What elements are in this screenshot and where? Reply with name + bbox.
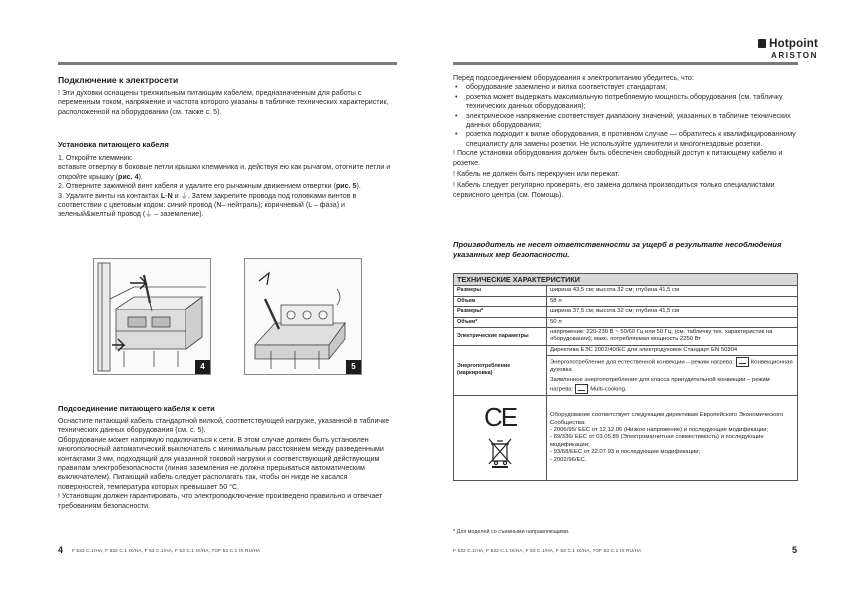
brand-sub: ARISTON bbox=[770, 51, 818, 60]
header-rule bbox=[453, 62, 798, 65]
table-row: Энергопотребление (маркировка) Директива ЕЭС 2002/40/ЕС для электродуховок Стандарт EN 50304 bbox=[454, 345, 798, 355]
table-row: Размеры* ширина 37,5 см; высота 32 см; глубина 41,5 см bbox=[454, 307, 798, 317]
figure-5-cable-clamp bbox=[244, 258, 362, 375]
list-item: • электрическое напряжение соответствует диапазону значений, указанных в табличке технических данных оборудования; bbox=[453, 112, 799, 131]
fig-ref-5: рис. 5 bbox=[335, 182, 357, 191]
energy-cell: Энергопотребление для естественной конвекции – режим нагрева: Конвекционная духовка Заявленное энергопотребление для класса принудительной конвекции – режим нагрева: Multi-cooking. bbox=[547, 356, 798, 396]
list-item: • розетка может выдержать максимальную потребляемую мощность оборудования (см. табличку технических данных оборудования); bbox=[453, 93, 799, 112]
hotpoint-mark-icon bbox=[758, 39, 766, 48]
section-title-connection: Подключение к электросети bbox=[58, 75, 179, 85]
ground-icon: ⏚ bbox=[145, 210, 153, 219]
step-2: 2. Отверните зажимной винт кабеля и удалите его рычажным движением отвертки (рис. 5). bbox=[58, 182, 361, 191]
note-twist: ! Кабель не должен быть перекручен или пережат. bbox=[453, 170, 620, 179]
table-row: Электрические параметры напряжение: 220-230 В ~ 50/60 Гц или 50 Гц; (см. табличку тех. характеристик на оборудовании); макс. потребляемая мощность 2250 Вт bbox=[454, 328, 798, 346]
footer-models-left: F 532 C.1/HA, F 532 C.1 IX/HA, F 53 C.1/HA, F 53 C.1 IX/HA, 7OF 53 C.1 IX RU/HA bbox=[72, 548, 261, 553]
ground-icon: ⏚ bbox=[180, 191, 188, 200]
compliance-text: Оборудование соответствует следующим директивам Европейского Экономического Сообщества: - 2006/95/ EEC от 12.12.06 (Низкое напряжение) и последующие модификации; - 89/336/ EEC от 03.05.89 (Электромагнитная совместимость) и последующие модификации; - 93/68/EEC от 22.07.93 и последующие модификации; - 2002/96/EC. bbox=[547, 396, 798, 481]
figure-number-5: 5 bbox=[346, 360, 361, 374]
header-rule bbox=[58, 62, 397, 65]
check-list bbox=[453, 74, 799, 200]
intro-paragraph: ! Эти духовки оснащены трехжильным питающим кабелем, предназначенным для работы с переменным током, напряжение и частота которого указаны в табличке технических характеристик, расположенной на оборудовании (см. также с. 5). bbox=[58, 89, 389, 116]
check-bullets bbox=[453, 83, 799, 149]
table-row: Размеры ширина 43,5 см; высота 32 см; глубина 41,5 см bbox=[454, 286, 798, 296]
connect-paragraph: Оснастите питающий кабель стандартной вилкой, соответствующей нагрузке, указанной в табличке технических данных оборудования (см. с. 5). Оборудование может напрямую подключаться к сети. В этом случае должен быть установлен многополюсный автоматический выключатель с минимальным расстоянием между разведенными контактами 3 мм, подходящий для указанной токовой нагрузки и соответствующий действующим правилам электробезопасности (линия заземления не должна прерываться автоматическим выключателем). Питающий кабель следует располагать так, чтобы он нигде не касался поверхностей, температура которых превышает 50 °С. ! Установщик должен гарантировать, что электроподключение произведено правильно и отвечает требованиям безопасности. bbox=[58, 417, 390, 510]
footnote: * Для моделей со съемными направляющими. bbox=[453, 529, 570, 535]
marks-cell bbox=[454, 396, 547, 481]
step-3: 3. Удалите винты на контактах L-N и ⏚. Затем закрепите провода под головками винтов в соответствии с цветовым кодом: синий провод (N– нейтраль); коричневый (L – фаза) и зеленый&желтый провод (⏚ – заземление). bbox=[58, 191, 357, 219]
note-inspect: ! Кабель следует регулярно проверять, его замена должна производиться только специалистами сервисного центра (см. Помощь). bbox=[453, 181, 775, 199]
terminal-cover-illustration bbox=[94, 259, 211, 375]
table-row bbox=[454, 396, 798, 481]
page-number-right: 5 bbox=[792, 545, 798, 555]
cable-install-title: Установка питающего кабеля bbox=[58, 140, 169, 149]
install-steps bbox=[58, 154, 396, 220]
convection-oven-icon bbox=[736, 357, 749, 367]
multi-cooking-icon bbox=[575, 384, 588, 394]
note-access: ! После установки оборудования должен быть обеспечен свободный доступ к питающему кабелю и розетке. bbox=[453, 149, 783, 167]
weee-bin-icon bbox=[487, 436, 513, 468]
footer-models-right: F 532 C.1/HA, F 532 C.1 IX/HA, F 53 C.1/HA, F 53 C.1 IX/HA, 7OF 53 C.1 IX RU/HA bbox=[453, 548, 642, 553]
page-number-left: 4 bbox=[58, 545, 64, 555]
tech-specs-table bbox=[453, 273, 798, 481]
right-page bbox=[421, 0, 842, 595]
liability-warning: Производитель не несет ответственности за ущерб в результате несоблюдения указанных мер безопасности. bbox=[453, 240, 782, 259]
check-intro: Перед подсоединением оборудования к электропитанию убедитесь, что: bbox=[453, 74, 694, 82]
fig-ref-4: рис. 4 bbox=[117, 172, 139, 181]
figure-number-4: 4 bbox=[195, 360, 210, 374]
step-1-open: 1. Откройте клеммник: bbox=[58, 154, 133, 162]
brand-name: Hotpoint bbox=[769, 38, 818, 50]
list-item: • розетка подходит к вилке оборудования, в противном случае — обратитесь к квалифицированному специалисту для замены розетки. Не используйте удлинители и многогнездовые розетки. bbox=[453, 130, 799, 149]
list-item: • оборудование заземлено и вилка соответствует стандартам; bbox=[453, 83, 799, 92]
brand-logo bbox=[758, 38, 818, 60]
ce-mark-icon: CE bbox=[483, 402, 517, 433]
table-row: Объем 58 л bbox=[454, 296, 798, 306]
figure-4-terminal-cover bbox=[93, 258, 211, 375]
table-row: Объем* 50 л bbox=[454, 317, 798, 327]
connect-cable-title: Подсоединение питающего кабеля к сети bbox=[58, 404, 215, 413]
cable-clamp-illustration bbox=[245, 259, 362, 375]
table-title: ТЕХНИЧЕСКИЕ ХАРАКТЕРИСТИКИ bbox=[454, 274, 798, 286]
step-1-detail: вставьте отвертку в боковые петли крышки клеммника и, действуя ею как рычагом, отогните петли и откройте крышку (рис. 4). bbox=[58, 163, 391, 181]
